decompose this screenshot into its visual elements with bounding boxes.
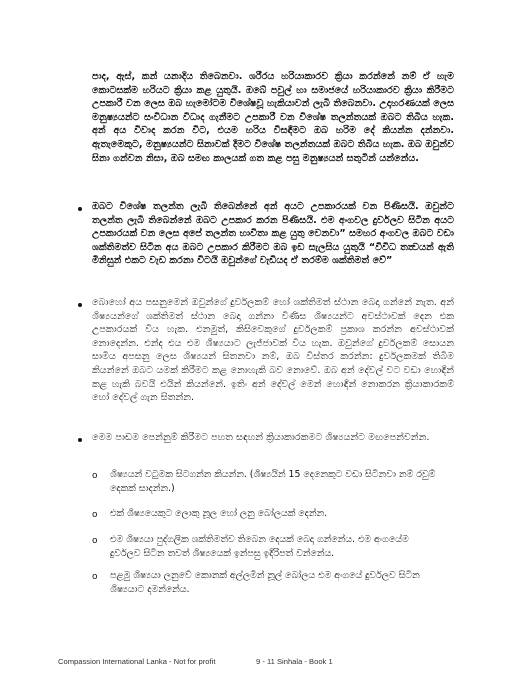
- sub-item-1: ශිෂ්‍යයන් වටුමක සිටගන්න කියන්න. (ශිෂ්‍යයින් 15 දෙනෙකුට වඩා සිටිනවා නම් රවුම් දෙකක් සාදන්න.): [110, 469, 436, 494]
- bullet-paragraph-3: මෙම පාඩම පෙන්නුම් කිරීමට පහත සඳහන් ක්‍රියාකාරකමට ශිෂ්‍යයන්ට මඟපෙන්වන්න.: [92, 432, 430, 443]
- sub-item-2: එක් ශිෂ්‍යයෙකුට ලොකු නූල හෝ ලනු බෝලයක් දෙන්න.: [110, 508, 328, 519]
- bullet-paragraph-2: බොහෝ අය පසනුමෙන් ඔවුන්ගේ දුර්වලකම් හෝ ශක්තිමත් ස්ථාන බෙදා ගන්නේ නැත. අන් ශිෂ්‍යයන්ගේ ශක්තිමත් ස්ථාන බෙදා ගන්නා විණිස ශිෂ්‍යයන්ට අවස්ථාවක් දෙන එක උපකාරයක් විය හැක. එනමුත්, කිසිවෙකුගේ දුර්වලකම් ප්‍රකාශ කරන්න අවස්ථාවක් නොදෙන්න. එන්ද එය එම ශිෂ්‍යයාට ලැජ්ජාවක් විය හැක. ඔවුන්ගේ දුර්වලකම් සොයන සාමිය අපසනු ලෙස ශිෂ්‍යයන් සිතනවා නම්, ඔබ විස්තර කරන්න: දුර්වලකමක් තිබීම කියන්නේ ඔබට යමක් කිරීමට කළ නොහැකි බව නොවේ. ඔබ අන් දේවල් වට වඩා හොඳින් කළ හැකි බවයි එයින් කියන්නේ. ඉතිං අන් දේවල් මෙන් හොඳින් නොකරන ක්‍රියාකාරකම් හෝ දේවල් ගැන සිතන්න.: [92, 297, 454, 404]
- bullet-marker: [78, 303, 82, 307]
- sub-item-marker: o: [92, 471, 98, 481]
- bullet-marker: [78, 438, 82, 442]
- sub-item-marker: o: [92, 536, 98, 546]
- footer-organization: Compassion International Lanka - Not for profit: [58, 657, 216, 666]
- sub-item-marker: o: [92, 510, 98, 520]
- bullet-marker: [78, 207, 82, 211]
- sub-item-3: එම ශිෂ්‍යයා පුද්ගලික ශක්තිමත්ව තිබෙන දෙයක් බෙදා ගන්නේය. එම අංගයේම දුර්වලව සිටින තවත් ශිෂ්‍යයෙක් ඉන්පසු ඉදිරිපත් වන්නේය.: [110, 534, 409, 559]
- sub-item-marker: o: [92, 572, 98, 582]
- footer-book-label: 9 - 11 Sinhala - Book 1: [256, 657, 333, 666]
- bullet-paragraph-1: ඔබට විශේෂ තලන්ත ලැබී තිබෙන්නේ අන් අයට උපකාරයක් වන පිණිසයි. ඔවුන්ට තලන්ත ලැබී තිබෙන්නේ ඔබට උපකාර කරන පිණිසයි. එම අංගවල දුර්වලව සිටින අයට උපකාරයක් වන ලෙස අපේ තලන්ත භාවිතා කළ යුතු වෙනවා” සමහර අංගවල ඔබට වඩා ශක්තිමත්ව සිටින අය ඔබට උපකාර කිරීමට ඔබ ඉඩ සැලසිය යුතුයි “විවිධ තත්‍වයන් ඇති මිනිසුන් එකට වැඩ කරනා විටයි ඔවුන්ගේ වැඩියද ඒ තරම්ම ශක්තිමත් වේ”: [92, 201, 454, 267]
- intro-paragraph: පාද, ඇස්, කන් යනාදිය තිබෙනවා. ශරීරය හරියාකාරව ක්‍රියා කරන්නේ නම් ඒ හැම කොටසක්ම හරියට ක්‍රියා කළ යුතුයි. ඔබේ පවුල් හා සමාජයේ හරියාකාරව ක්‍රියා කිරීමට උපකාරී වන ලෙස ඔබ හැමෝටම විශේෂවූ හැකියාවන් ලැබී තිබෙනවා. උදාහරණයක් ලෙස මනුෂ්‍යයන්ට සංවිධාන විධාද ගැනීමට උපකාරී වන විශේෂ තලන්තයක් ඔබට තිබිය හැක. අන් අය විවාද කරන විට, එයම හරිය විසඳීමට ඔබ හරිම දේ කියන්න දන්නවා. ඇතැමෙකුට, මනුෂ්‍යයන්ට සිනාවක් දීමට විශේෂ තලන්තයක් ඔබට තිබිය හැක. ඔබ ඔවුන්ව සිනා ගන්වන නිසා, ඔබ සමඟ කාලයක් ගත කළ පසු මනුෂ්‍යයන් සතුටින් යන්නේය.: [92, 71, 454, 164]
- sub-item-4: පළමු ශිෂ්‍යයා ලනුවේ කොනක් අල්ලමින් නූල් බෝලය එම අංගයේ දුර්වලව සිටින ශිෂ්‍යයාට දමන්නේය.: [110, 570, 420, 595]
